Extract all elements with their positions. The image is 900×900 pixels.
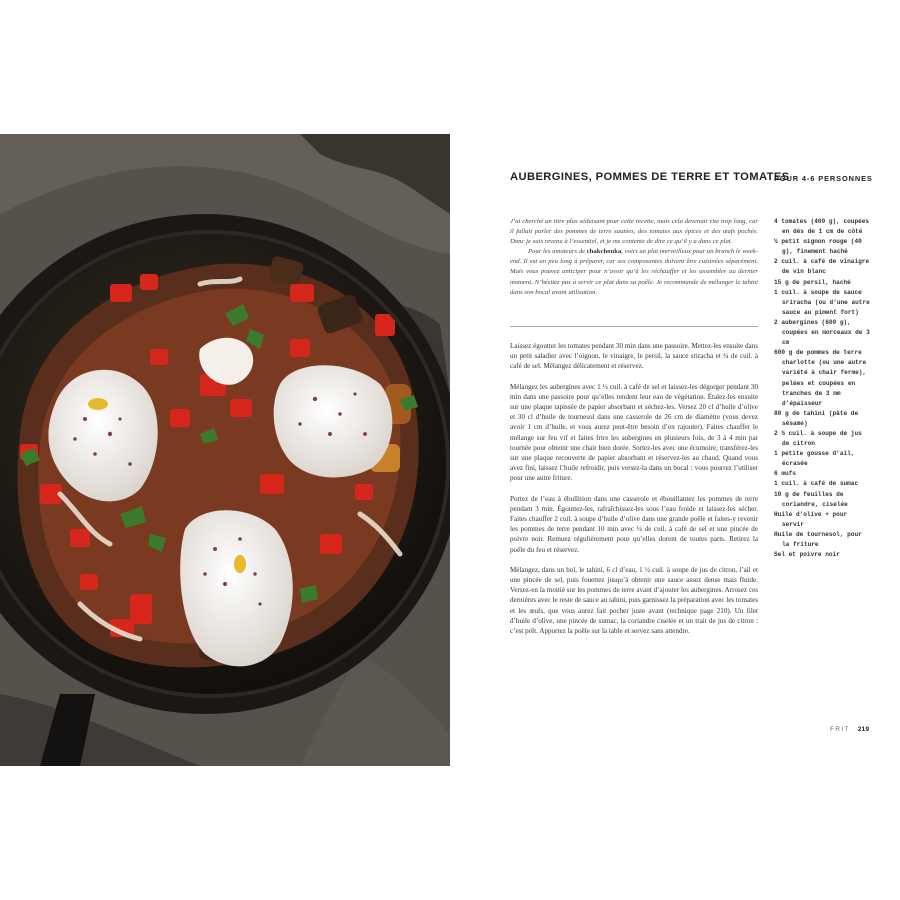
ingredient-item: 10 g de feuilles de coriandre, ciselée xyxy=(774,490,848,508)
method-step: Portez de l’eau à ébullition dans une casserole et ébouillantez les pommes de terre pendant 3 min. Égouttez-les, rafraîchissez-les sous l’eau froide et laissez-les sécher. Faites chauffer 2 cuil. à soupe d’huile d’olive dans une grande poêle et faites-y revenir les pommes de terre pendant 10 min avec ¼ de cuil. à café de sel et une pincée de poivre noir. Remuez régulièrement pour qu’elles dorent de toutes parts. Retirez la poêle du feu et réservez. xyxy=(510,494,758,554)
ingredient-item: ½ petit oignon rouge (40 g), finement haché xyxy=(774,238,862,256)
servings-label: POUR 4-6 PERSONNES xyxy=(774,174,873,183)
ingredient-item: 1 cuil. à soupe de sauce sriracha (ou d’une autre sauce au piment fort) xyxy=(774,288,870,316)
intro-paragraph: J’ai cherché un titre plus séduisant pour cette recette, mais cela devenait vite trop long, car il fallait parler des pommes de terre sautées, des tomates aux épices et des œufs pochés. Donc je suis revenu à l’essentiel, et je me contente de dire ce qu’il y a dans ce plat. xyxy=(510,218,758,246)
page-number: 219 xyxy=(857,726,870,733)
page-footer xyxy=(830,726,869,733)
ingredient-item: Sel et poivre noir xyxy=(774,551,840,559)
ingredient-item: 1 cuil. à café de sumac xyxy=(774,480,859,488)
ingredient-item: 600 g de pommes de terre charlotte (ou une autre variété à chair ferme), pelées et coupées en tranches de 3 mm d’épaisseur xyxy=(774,349,867,407)
method-step: Mélangez, dans un bol, le tahini, 6 cl d’eau, 1 ½ cuil. à soupe de jus de citron, l’ail et une pincée de sel, puis fouettez jusqu’à obtenir une sauce assez dense mais fluide. Versez-en la moitié sur les pommes de terre avant d’ajouter les aubergines. Arrosez ces dernières avec le reste de sauce au tahini, puis garnissez la préparation avec les tomates et les œufs, que vous aurez fait pocher juste avant (technique page 210). Un filet d’huile d’olive, une pincée de sumac, la coriandre ciselée et un trait de jus de citron : c’est prêt. Apportez la poêle sur la table et servez sans attendre. xyxy=(510,565,758,636)
ingredient-item: 15 g de persil, haché xyxy=(774,278,851,286)
method-step: Mélangez les aubergines avec 1 ½ cuil. à café de sel et laissez-les dégorger pendant 30 min dans une passoire pour qu’elles rendent leur eau de végétation. Étalez-les ensuite sur une plaque tapissée de papier absorbant et séchez-les. Versez 20 cl d’huile d’olive et 30 cl d’huile de tournesol dans une casserole de 26 cm de diamètre (vous devez avoir 1 cm d’huile, et vous aurez peut-être besoin d’en rajouter). Faites chauffer le mélange sur feu vif et faites frire les aubergines en plusieurs fois, de 3 à 4 min par tournée pour obtenir une chair bien dorée. Sortez-les avec une écumoire, transférez-les sur une plaque recouverte de papier absorbant et réservez-les au chaud. Quand vous avez fini, laissez l’huile refroidir, puis versez-la dans un bocal : vous pourrez l’utiliser pour une autre friture. xyxy=(510,382,758,483)
divider xyxy=(510,326,758,327)
ingredient-item: Huile de tournesol, pour la friture xyxy=(774,530,862,548)
ingredient-item: 2 ½ cuil. à soupe de jus de citron xyxy=(774,429,862,448)
ingredient-item: 1 petite gousse d’ail, écrasée xyxy=(774,450,855,468)
method-step: Laissez égoutter les tomates pendant 30 min dans une passoire. Mettez-les ensuite dans un petit saladier avec l’oignon, le vinaigre, le persil, la sauce sriracha et ¼ de cuil. à café de sel. Mélangez délicatement et réservez. xyxy=(510,342,758,371)
ingredient-item: 6 œufs xyxy=(774,470,796,478)
intro-emphasis: chakchouka xyxy=(586,248,622,256)
ingredient-item: Huile d’olive + pour servir xyxy=(774,510,848,528)
ingredient-item: 2 aubergines (600 g), coupées en morceaux de 3 cm xyxy=(774,318,870,347)
chapter-name: FRIT xyxy=(830,726,850,733)
ingredient-list xyxy=(774,217,872,560)
ingredient-item: 2 cuil. à café de vinaigre de vin blanc xyxy=(774,258,870,276)
dish-photo xyxy=(0,134,450,766)
ingredient-item: 80 g de tahini (pâte de sésame) xyxy=(774,409,859,427)
intro-paragraph xyxy=(510,247,758,297)
recipe-page xyxy=(450,134,900,766)
recipe-title: AUBERGINES, POMMES DE TERRE ET TOMATES xyxy=(510,171,790,183)
method-steps xyxy=(510,341,758,646)
intro-text: Pour les amateurs de xyxy=(528,248,587,256)
intro-text: , voici un plat merveilleux pour un brunch le week-end. Il est un peu long à préparer, car ses composantes doivent être cuisinées séparément. Mais vous pouvez anticiper pour n’avoir qu’à les réchauffer et les assembler au dernier moment. N’hésitez pas à servir ce plat dans sa poêle. Je recommande de mélanger le tahini dans son bocal avant utilisation. xyxy=(510,248,759,296)
book-spread xyxy=(0,134,900,766)
ingredient-item: 4 tomates (400 g), coupées en dés de 1 cm de côté xyxy=(774,218,870,236)
recipe-intro xyxy=(510,217,758,298)
